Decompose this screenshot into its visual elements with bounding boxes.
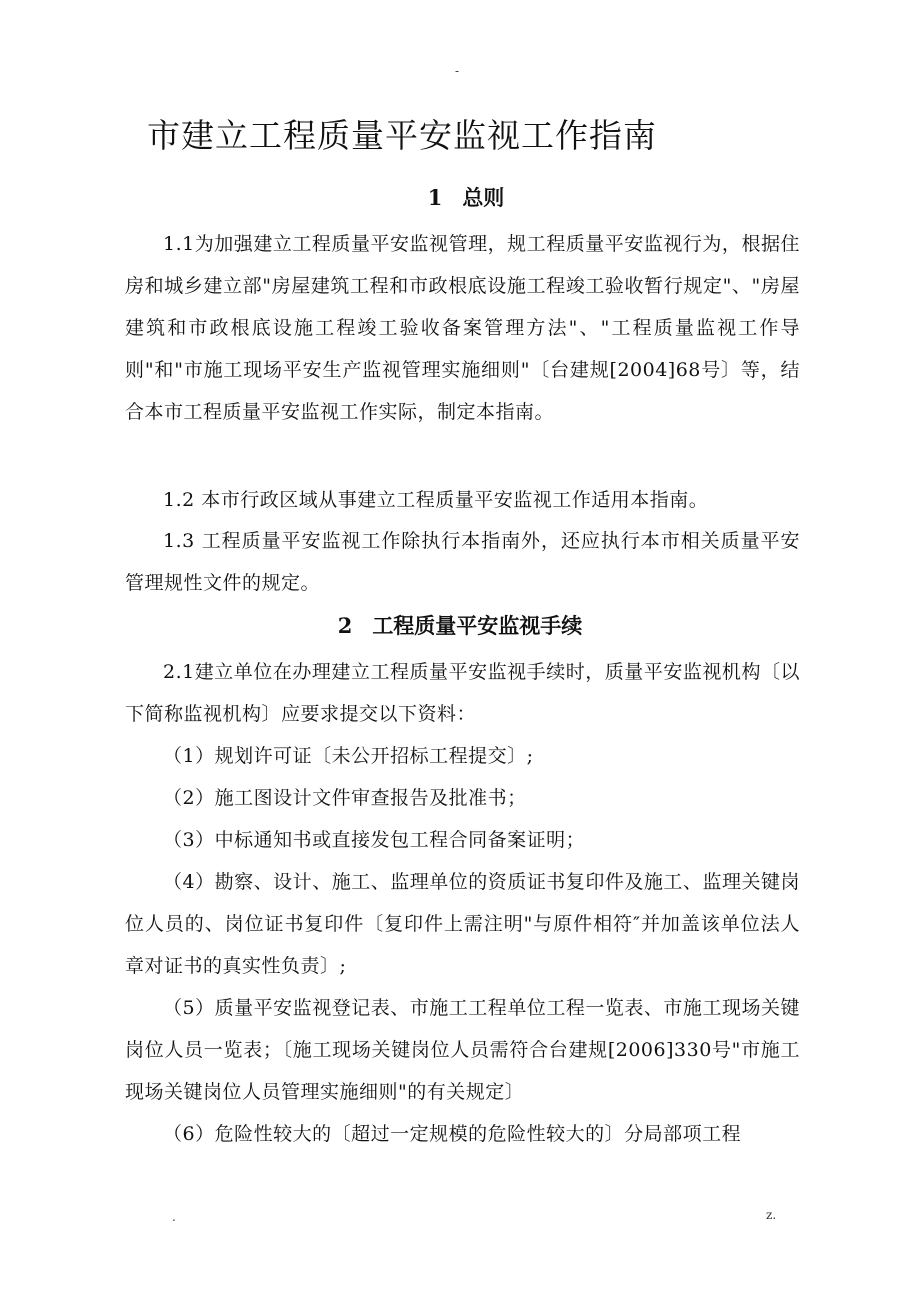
- list-item: （2）施工图设计文件审查报告及批准书；: [163, 787, 527, 809]
- footer-left-mark: .: [172, 1210, 176, 1224]
- header-mark: -: [455, 64, 460, 78]
- document-title: 市建立工程质量平安监视工作指南: [147, 116, 657, 155]
- section-number: 2: [337, 613, 353, 638]
- section-title: 总则: [462, 185, 505, 210]
- section-heading-2: [0, 610, 920, 640]
- list-item: （1）规划许可证〔未公开招标工程提交〕;: [163, 745, 534, 767]
- required-documents-list: [125, 735, 800, 1155]
- paragraph-1-2: 1.2 本市行政区域从事建立工程质量平安监视工作适用本指南。: [163, 489, 709, 511]
- paragraph-1-3: 1.3 工程质量平安监视工作除执行本指南外，还应执行本市相关质量平安管理规性文件的规定。: [125, 530, 800, 594]
- section-number: 1: [427, 185, 443, 210]
- paragraph-2-1: 2.1建立单位在办理建立工程质量平安监视手续时，质量平安监视机构〔以下简称监视机构〕应要求提交以下资料：: [125, 661, 800, 725]
- footer-right-mark: z.: [766, 1208, 777, 1222]
- section-title: 工程质量平安监视手续: [372, 613, 583, 638]
- section-heading-1: [0, 182, 920, 212]
- list-item: （5）质量平安监视登记表、市施工工程单位工程一览表、市施工现场关键岗位人员一览表；〔施工现场关键岗位人员需符合台建规[2006]330号"市施工现场关键岗位人员管理实施细则"的有关规定〕: [125, 997, 800, 1103]
- list-item: （4）勘察、设计、施工、监理单位的资质证书复印件及施工、监理关键岗位人员的、岗位证书复印件〔复印件上需注明"与原件相符″并加盖该单位法人章对证书的真实性负责〕;: [125, 871, 800, 977]
- paragraph-1-1: 1.1为加强建立工程质量平安监视管理，规工程质量平安监视行为，根据住房和城乡建立部"房屋建筑工程和市政根底设施工程竣工验收暂行规定"、"房屋建筑和市政根底设施工程竣工验收备案管理方法"、"工程质量监视工作导则"和"市施工现场平安生产监视管理实施细则"〔台建规[2004]68号〕等，结合本市工程质量平安监视工作实际，制定本指南。: [125, 233, 800, 423]
- list-item: （6）危险性较大的〔超过一定规模的危险性较大的〕分局部项工程: [163, 1123, 742, 1145]
- list-item: （3）中标通知书或直接发包工程合同备案证明；: [163, 829, 586, 851]
